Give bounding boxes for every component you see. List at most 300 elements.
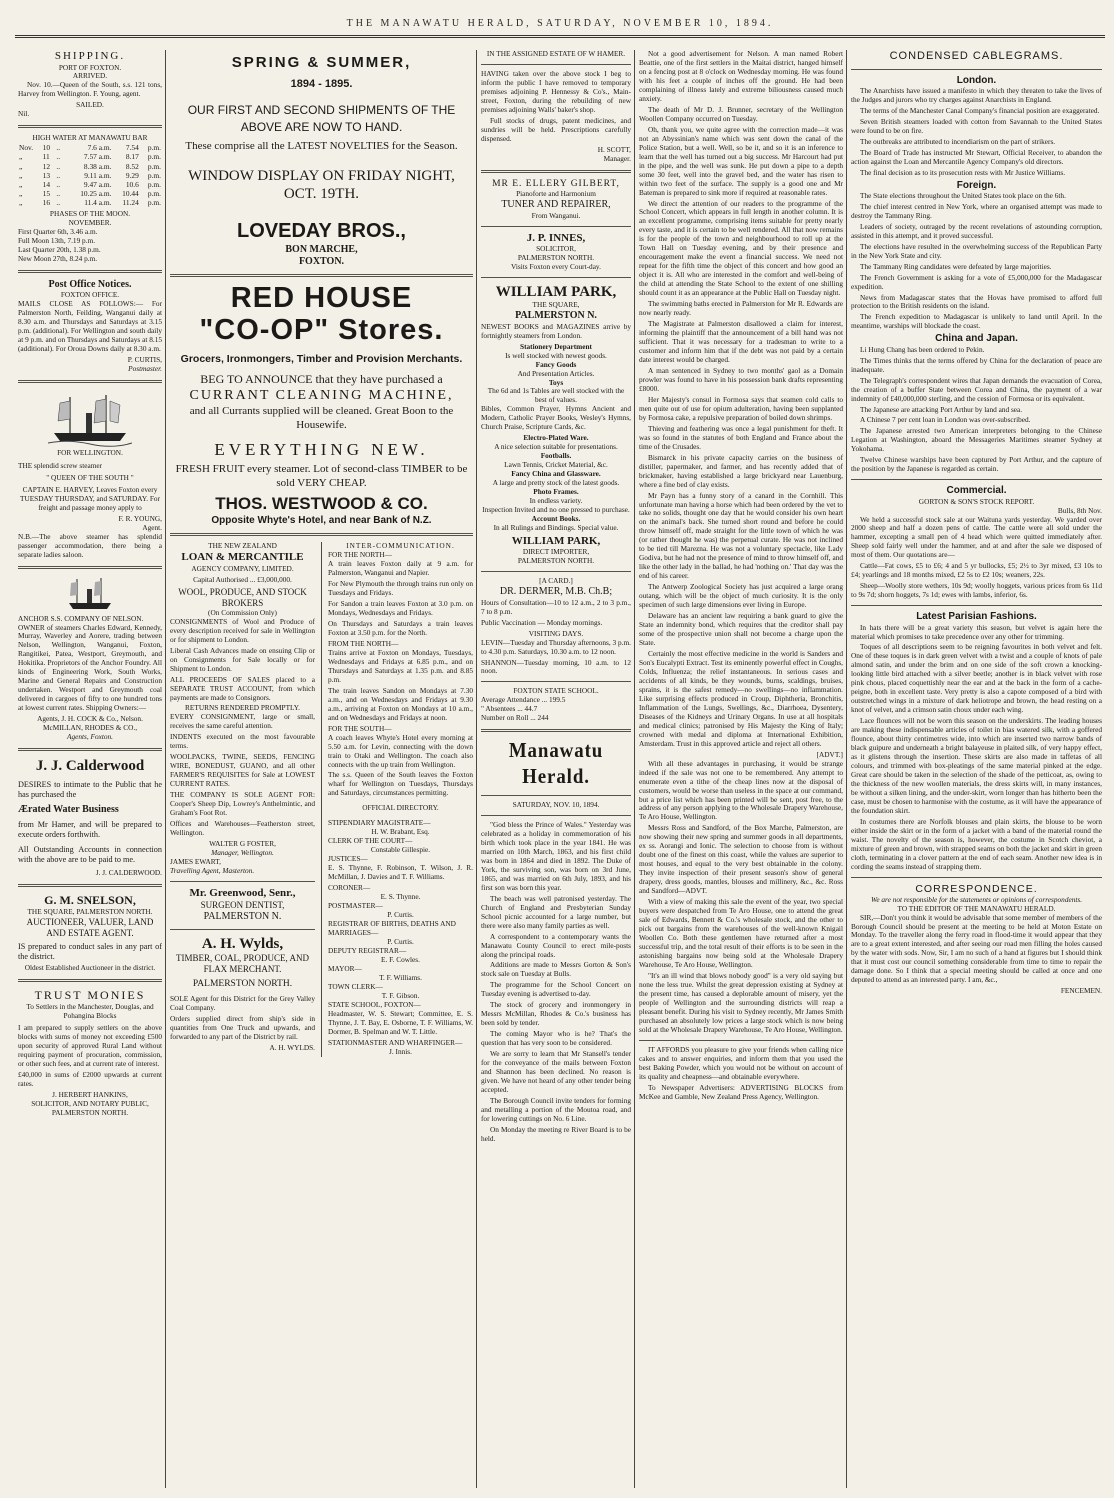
- column-3: [479, 50, 633, 1488]
- park-town-2: PALMERSTON NORTH.: [517, 556, 595, 566]
- tide-cell: ..: [56, 161, 61, 171]
- editorial-9: The Borough Council invite tenders for forming and metalling a portion of the Moutoa road, and for lowering cuttings on No. 6 Line.: [481, 1096, 631, 1123]
- cable-telegraph: The Telegraph's correspondent wires that Japan demands the evacuation of Corea, the creation of a buffer State between Corea and China, the payment of a war indemnity of £40,000,000 sterling, and the cession of Formosa or its equivalent.: [851, 375, 1102, 403]
- north-3: For Sandon a train leaves Foxton at 3.0 p.m. on Mondays, Wednesdays and Fridays.: [328, 599, 473, 618]
- tide-cell: p.m.: [147, 188, 161, 198]
- novelties-text: These comprise all the LATEST NOVELTIES for the Season.: [185, 139, 458, 152]
- for-north-label: FOR THE NORTH—: [328, 550, 392, 560]
- editorial-10: On Monday the meeting re River Board is to be held.: [481, 1124, 631, 1143]
- cable-news: News from Madagascar states that the Hovas have promised to afford full protection to the British residents on the island.: [851, 292, 1102, 311]
- commercial-heading: Commercial.: [946, 485, 1007, 497]
- editorial-5: The programme for the School Concert on Tuesday evening is advertised to-day.: [481, 980, 631, 999]
- sailed-nil: Nil.: [18, 109, 30, 119]
- post-office-heading: Post Office Notices.: [48, 278, 132, 290]
- school-names: Headmaster, W. S. Stewart; Committee, E. S. Thynne, J. T. Bay, E. Osborne, T. F. Williams, W. Dormer, B. Spelman and W. T. Little.: [328, 1008, 473, 1036]
- bon-marche: BON MARCHE,: [285, 243, 358, 255]
- wylds-orders: Orders supplied direct from ship's side in quantities from One Truck and upwards, and forwarded to any part of the District by rail.: [170, 1013, 315, 1041]
- clerk-name: Constable Gillespie.: [370, 845, 431, 855]
- cable-french: The French Government is asking for a vote of £5,000,000 for the Madagascar expedition.: [851, 272, 1102, 291]
- everything-new: EVERYTHING NEW.: [214, 440, 429, 460]
- north-2: For New Plymouth the through trains run only on Tuesdays and Fridays.: [328, 579, 473, 598]
- account-heading: Account Books.: [531, 514, 581, 524]
- post-office-role: Postmaster.: [128, 363, 162, 373]
- cable-outbreaks: The outbreaks are attributed to incendiarism on the part of strikers.: [860, 136, 1056, 146]
- herald-date: SATURDAY, NOV. 10, 1894.: [512, 799, 600, 809]
- tide-cell: 15: [42, 188, 51, 198]
- column-4: [637, 50, 845, 1488]
- news-ill-wind: "It's an ill wind that blows nobody good" is a very old saying but none the less true. Whilst the great depression existing at Sydney at the present time, has caused a deplorable amount of misery, yet the people of Wellington and the surrounding districts will reap a pleasant benefit. During his visit to Sydney recently, Mr James Smith purchased an absolutely low prices a large stock which is now being sold at the Wholesale Drapery Warehouse, Te Aro House, Wellington.: [639, 970, 843, 1034]
- moon-month: NOVEMBER.: [68, 218, 112, 228]
- tide-cell: 10.25 a.m.: [80, 188, 112, 198]
- stip-name: H. W. Brabant, Esq.: [371, 827, 430, 837]
- nzl-ewart: JAMES EWART,: [170, 856, 221, 866]
- tide-row: [18, 162, 162, 171]
- registrar-name: P. Curtis.: [387, 936, 414, 946]
- park-square: THE SQUARE,: [532, 300, 580, 310]
- baking-powder-ad: IT AFFORDS you pleasure to give your friends when calling nice cakes and to answer enquiries, and inform them that you used the best Baking Powder, which you would not be without on account of its quality and cheapness—and obtainable everywhere.: [639, 1044, 843, 1081]
- anchor-text: OWNER of steamers Charles Edward, Kennedy, Murray, Waverley and Aorere, trading between Nelson, Wellington, Wanganui, Foxton, Rangitikei, Patea, Westport, Greymouth, and Hokitika. Proprietors of the Anchor Foundry. All kinds of Engineering Work, South Works, Marine and General Repairs and Construction undertaken. Westport and Greymouth coal delivered in cargoes of fifty to one hundred tons at lowest current rates. Shipping Owners:—: [18, 622, 162, 713]
- news-magistrate: The Magistrate at Palmerston disallowed a claim for interest, informing the plaintiff that the announcement of a bill hand was not sufficient. That it was necessary for a tradesman to write to a customer and inform him that if the debt was not paid by a certain date interest would be charged.: [639, 319, 843, 364]
- london-heading: London.: [956, 74, 997, 86]
- school-label: STATE SCHOOL, FOXTON—: [328, 999, 421, 1009]
- inspection-text: Inspection Invited and no one pressed to purchase.: [482, 505, 630, 515]
- moon-3: New Moon 27th, 8.24 p.m.: [18, 253, 98, 263]
- calderwood-sign: J. J. CALDERWOOD.: [95, 868, 162, 878]
- steamer-agent: F. R. YOUNG,: [118, 513, 162, 523]
- fashion-3: Lace flounces will not be worn this season on the underskirts. The leading houses are making these indispensable articles of toilet in bias watered silk, with a goffered flounce, about thirty centimetres wide, into which are inserted two narrow bands of black guipure and underneath a bright balayeuse in plaited silk, of very happy effect, as it glistens through the insertion. These skirts are also made in taffetas of all colours, and trimmed with box-pleatings of the same material pinked at the edge. Great care should be taken in the selection of the shade of the petticoat, as, owing to the thickness of the new woollen materials, the dress skirts will, in many instances, be without a silken lining, and the under-skirt, worn longer than has hitherto been the case, must be chosen to harmonise with the costume, as it will have the appearance of the foundation skirt.: [851, 716, 1102, 815]
- tide-cell: 9.47 a.m.: [83, 179, 112, 189]
- china-text: A large and pretty stock of the latest goods.: [492, 478, 620, 488]
- sailed-label: SAILED.: [76, 100, 104, 110]
- tide-cell: 11.24: [122, 197, 139, 207]
- tide-cell: 7.6 a.m.: [87, 143, 112, 153]
- steamer-name: " QUEEN OF THE SOUTH ": [46, 472, 134, 482]
- stock-sheep: Sheep—Woolly store wethers, 10s 9d; woolly hoggets, various prices from 6s 11d to 9s 7d; shorn hoggets, 7s 1d; ewes with lambs, inferior, 6s.: [851, 581, 1102, 600]
- innes-heading: J. P. INNES,: [526, 231, 586, 244]
- red-house-heading: RED HOUSE: [230, 282, 413, 315]
- wylds-heading: A. H. Wylds,: [201, 935, 284, 952]
- trust-sign-2: SOLICITOR, AND NOTARY PUBLIC,: [31, 1098, 149, 1108]
- fancy-text: And Presentation Articles.: [517, 368, 595, 378]
- tide-cell: ..: [56, 143, 61, 153]
- tide-row: [18, 189, 162, 198]
- steamer-text: CAPTAIN E. HARVEY, Leaves Foxton every TUESDAY THURSDAY, and SATURDAY. For freight and passage money apply to: [19, 484, 161, 512]
- tide-cell: „: [19, 152, 23, 162]
- deputy-name: E. F. Cowles.: [381, 954, 420, 964]
- visiting-shannon: SHANNON—Tuesday morning, 10 a.m. to 12 noon.: [481, 657, 631, 676]
- grocers-subtitle: Grocers, Ironmongers, Timber and Provision Merchants.: [180, 353, 463, 366]
- calderwood-heading: J. J. Calderwood: [35, 758, 145, 775]
- masthead: THE MANAWATU HERALD, SATURDAY, NOVEMBER 10, 1894.: [346, 18, 774, 29]
- account-text: In all Rulings and Bindings. Special value.: [493, 523, 619, 532]
- snelson-heading: G. M. SNELSON,: [44, 893, 136, 908]
- tide-cell: ..: [56, 179, 61, 189]
- fresh-fruit-text: FRESH FRUIT every steamer. Lot of second-class TIMBER to be sold VERY CHEAP.: [175, 463, 468, 489]
- anchor-ship-icon: [65, 575, 115, 613]
- nzl-every: EVERY CONSIGNMENT, large or small, receives the same careful attention.: [170, 712, 315, 731]
- innes-visits: Visits Foxton every Court-day.: [511, 262, 601, 272]
- cable-times: The Times thinks that the terms offered by China for the declaration of peace are inadequate.: [851, 355, 1102, 374]
- fashion-2: Toques of all descriptions seem to be reigning favourites in both velvet and felt. One of these toques is in dark green velvet with a twist and a couple of knots of pale almond satin, and under the brim and on one side of the soft crown a knocking-looking little bird attached with a silver beetle; another is in black velvet with rose pink chous, placed coquettishly near the ear and at the back in the form of a cache-peigne, both in excellent taste. Very pretty is also a capote composed of a bird with outstretched wings in a mixture of dark heliotrope and brown, the head resting on a knot of velvet, and a crimson satin choux under each wing.: [851, 642, 1102, 715]
- column-1: [16, 50, 164, 1488]
- calderwood-text-1: DESIRES to intimate to the Public that he has purchased the: [18, 779, 162, 799]
- tide-row: [18, 152, 162, 161]
- cable-expedition: The French expedition to Madagascar is unlikely to land until April. In the meantime, warships will blockade the coast.: [851, 312, 1102, 331]
- nzl-agency: AGENCY COMPANY, LIMITED.: [191, 563, 294, 573]
- tide-cell: „: [19, 188, 23, 198]
- town-clerk-label: TOWN CLERK—: [328, 981, 383, 991]
- nzl-capital: Capital Authorised ... £3,000,000.: [193, 574, 292, 584]
- station-name: J. Innis.: [389, 1046, 412, 1056]
- tide-cell: ..: [56, 170, 61, 180]
- top-rule: [15, 35, 1105, 36]
- nzl-travelling: Travelling Agent, Masterton.: [170, 865, 255, 875]
- column-5: [849, 50, 1104, 1488]
- tide-cell: ..: [56, 188, 61, 198]
- trust-heading: TRUST MONIES: [34, 988, 146, 1003]
- nzl-returns: RETURNS RENDERED PROMPTLY.: [185, 703, 300, 713]
- tide-cell: 14: [42, 179, 51, 189]
- tide-cell: 10: [42, 143, 51, 153]
- news-delaware: Delaware has an ancient law requiring a bank guard to give the State an indemnity bond, which requires that the creditor shall pay some of the prospective union shall not become a charge upon the State.: [639, 611, 843, 648]
- nzl-foster: WALTER G FOSTER,: [209, 839, 276, 849]
- nzl-commission: (On Commission Only): [208, 607, 277, 617]
- trust-sign-3: PALMERSTON NORTH.: [51, 1107, 129, 1117]
- tide-heading: HIGH WATER AT MANAWATU BAR: [32, 133, 148, 143]
- steamer-intro: THE splendid screw steamer: [18, 460, 103, 470]
- herald-nameplate: Manawatu Herald.: [508, 738, 604, 789]
- news-well: Oh, thank you, we quite agree with the correction made—it was not an Abyssinian's name which was sent down the canal of the Police Station, but a well. Well, so be it, and so it is an inference to learn that the well has turned out a big success. Mr Harcourt had put in the pipe, and the well was sunk. He put down a pipe to a depth some 30 feet, well into the gravel bed, and the water has risen to within two feet of the surface. The supply is a good one and Mr Bateman is prepared to sink more if required at reasonable rates.: [639, 124, 843, 197]
- arrived-label: ARRIVED.: [72, 71, 108, 81]
- not-responsible: We are not responsible for the statements or opinions of correspondents.: [870, 894, 1083, 904]
- coroner-label: CORONER—: [328, 883, 371, 893]
- toys-text: The 6d and 1s Tables are well stocked with the best of values.: [487, 386, 625, 405]
- tide-cell: 7.57 a.m.: [83, 152, 112, 162]
- inter-heading: INTER-COMMUNICATION.: [346, 541, 455, 551]
- coroner-name: E. S. Thynne.: [380, 892, 421, 902]
- moon-1: Full Moon 13th, 7.19 p.m.: [18, 235, 96, 245]
- justices-names: E. S. Thynne, F. Robinson, T. Wilson, J. R. McMillan, J. Davies and T. F. Williams.: [328, 863, 473, 882]
- tide-cell: „: [19, 170, 23, 180]
- news-advantages: With all these advantages in purchasing, it would be strange indeed if the sale was not one to be remembered. Any attempt to enumerate even a tithe of the cheap lines now at the disposal of customers, would be worse than useless in the space at our command, but a price list which has been printed will be sent, post free, to the address of any person applying to the Wholesale Drapery Warehouse, Te Aro House, Wellington.: [639, 758, 843, 822]
- letter-sign: FENCEMEN.: [1060, 986, 1102, 996]
- cable-loan: A Chinese 7 per cent loan in London was over-subscribed.: [860, 415, 1031, 425]
- tide-cell: „: [19, 179, 23, 189]
- nzl-manager: Manager, Wellington.: [211, 848, 274, 857]
- steamer-agent-role: Agent.: [142, 522, 162, 532]
- tide-cell: ..: [56, 197, 61, 207]
- shipping-heading: SHIPPING.: [54, 50, 126, 62]
- tide-cell: 10.44: [122, 188, 139, 198]
- cable-anarchists: The Anarchists have issued a manifesto in which they threaten to take the lives of the Judges and jurors who try charges against Anarchists in England.: [851, 85, 1102, 104]
- pianoforte: Pianoforte and Harmonium: [516, 189, 596, 199]
- greenwood-town: PALMERSTON N.: [203, 911, 282, 923]
- cable-japanese: The Japanese are attacking Port Arthur by land and sea.: [860, 404, 1023, 414]
- loveday-heading: LOVEDAY BROS.,: [237, 220, 406, 243]
- nzl-offices: Offices and Warehouses—Featherston street, Wellington.: [170, 819, 315, 838]
- moon-heading: PHASES OF THE MOON.: [49, 209, 131, 219]
- for-south-label: FOR THE SOUTH—: [328, 723, 392, 733]
- cable-terms: The terms of the Manchester Canal Company's financial position are exaggerated.: [860, 105, 1100, 115]
- cablegrams-heading: CONDENSED CABLEGRAMS.: [889, 50, 1064, 62]
- wylds-town: PALMERSTON NORTH.: [192, 979, 293, 990]
- deputy-label: DEPUTY REGISTRAR—: [328, 945, 407, 955]
- school-attendance: Average Attendance ... 199.5: [481, 695, 566, 705]
- postmaster-label: POSTMASTER—: [328, 901, 383, 911]
- stock-report: We held a successful stock sale at our Waituna yards yesterday. We yarded over 2000 sheep and half a dozen pens of cattle. The cattle were all sold under the hammer, excepting a small pen of 4 head which were quitted immediately after. Sheep sold fairly well under the hammer, and at and after the sale we disposed of most of them. Our quotations are—: [851, 514, 1102, 560]
- nzl-agents: THE COMPANY IS SOLE AGENT FOR: Cooper's Sheep Dip, Lowrey's Anthelmintic, and Graham's Foot Rot.: [170, 790, 315, 818]
- fashion-1: In hats there will be a great variety this season, but velvet is again here the material which promises to take precedence over any other for trimming.: [851, 622, 1102, 641]
- visiting-heading: VISITING DAYS.: [528, 628, 584, 638]
- cable-li: Li Hung Chang has been ordered to Pekin.: [860, 344, 985, 354]
- cable-final: The final decision as to its prosecution rests with Mr Justice Williams.: [860, 167, 1066, 177]
- greenwood-heading: Mr. Greenwood, Senr.,: [189, 886, 296, 899]
- column-2: [168, 50, 475, 1488]
- westwood-address: Opposite Whyte's Hotel, and near Bank of N.Z.: [211, 514, 432, 526]
- nzl-liberal: Liberal Cash Advances made on ensuing Clip or on Consignments for Sale locally or for Shipment to London.: [170, 645, 315, 673]
- stationery-text: Is well stocked with newest goods.: [505, 350, 607, 360]
- nzl-column: [170, 542, 315, 1056]
- post-office-sign: P. CURTIS,: [127, 354, 162, 364]
- official-directory-heading: OFFICIAL DIRECTORY.: [362, 803, 439, 813]
- park-importer: DIRECT IMPORTER,: [522, 547, 590, 557]
- school-absentees: " Absentees ... 44.7: [481, 704, 538, 714]
- correspondence-heading: CORRESPONDENCE.: [915, 882, 1038, 895]
- registrar-label: REGISTRAR OF BIRTHS, DEATHS AND MARRIAGES—: [328, 919, 456, 937]
- cable-seven: Seven British steamers loaded with cotton from Savannah to the United States were found to be on fire.: [851, 116, 1102, 135]
- school-roll: Number on Roll ... 244: [481, 713, 549, 723]
- full-stocks-text: Full stocks of drugs, patent medicines, and sundries will be held. Prescriptions carefully dispensed.: [481, 115, 631, 143]
- loveday-foxton: FOXTON.: [298, 256, 345, 268]
- mayor-name: T. F. Williams.: [379, 972, 422, 982]
- news-bismarck: Bismarck in his private capacity carries on the business of distiller, papermaker, and farmer, and has recently added that of brickmaker, having established a large brickyard near Lauenburg, where a fine bed of clay exists.: [639, 452, 843, 489]
- tide-cell: p.m.: [147, 161, 161, 171]
- news-death: The death of Mr D. J. Brunner, secretary of the Wellington Woollen Company occurred on Tuesday.: [639, 104, 843, 123]
- top-rule-2: [15, 37, 1105, 38]
- lower-col2: [170, 542, 473, 1056]
- calderwood-text-3: All Outstanding Accounts in connection with the above are to be paid to me.: [18, 845, 162, 865]
- wylds-sole: SOLE Agent for this District for the Grey Valley Coal Company.: [170, 994, 315, 1012]
- scott-role: Manager.: [603, 153, 631, 163]
- trust-text-2: £40,000 in sums of £2000 upwards at current rates.: [18, 1069, 162, 1088]
- nzl-title-2: LOAN & MERCANTILE: [181, 551, 304, 564]
- tide-table: [18, 143, 162, 207]
- school-heading: FOXTON STATE SCHOOL.: [513, 686, 599, 696]
- photo-heading: Photo Frames.: [533, 487, 579, 497]
- bibles-text: Bibles, Common Prayer, Hymns Ancient and Modern, Catholic Prayer Books, Wesley's Hymns, Church Praise, Scripture Cards, &c.: [481, 404, 631, 432]
- foreign-heading: Foreign.: [956, 179, 997, 191]
- tide-cell: p.m.: [147, 152, 161, 162]
- news-baths: The swimming baths erected in Palmerston for Mr R. Edwards are now nearly ready.: [639, 299, 843, 318]
- trust-sign: J. HERBERT HANKINS,: [52, 1089, 128, 1099]
- spring-summer-heading: SPRING & SUMMER,: [231, 54, 412, 71]
- advt-label: [ADVT.]: [816, 749, 843, 759]
- letter-text: SIR,—Don't you think it would be advisable that some member of members of the Borough Council should be present at the meeting to be held at Moton Estate on Monday. To the traveller along the ferry road in flood-time it would appear that they are to a great extent interested, and after seeing our road men filling the holes caused by the water with sods. Now, Sir, I am no such of a hand at figures but I should think that it must cost our council something considerable from time to time to repair the damage done. So I think that a special meeting should be called at once and one deputed to attend as an interested party. I am, &c.,: [851, 912, 1102, 985]
- post-office-text: MAILS CLOSE AS FOLLOWS:— For Palmerston North, Feilding, Wanganui daily at 8.30 a.m. and Thursdays and Saturdays at 3.15 p.m. (additional). For Wellington and south daily at 9 p.m. and on Thursdays and Saturdays at 8.15 (additional). For Oroua Downs daily at 8.30 a.m.: [18, 299, 162, 353]
- tide-cell: 9.11 a.m.: [84, 170, 112, 180]
- parisian-heading: Latest Parisian Fashions.: [916, 611, 1037, 623]
- dermer-hours: Hours of Consultation—10 to 12 a.m., 2 to 3 p.m., 7 to 8 p.m.: [481, 597, 631, 616]
- wellington-heading: FOR WELLINGTON.: [57, 447, 123, 457]
- coop-heading: "CO-OP" Stores.: [199, 314, 444, 347]
- tide-row: [18, 143, 162, 152]
- bulls-date: Bulls, 8th Nov.: [1057, 505, 1102, 515]
- tide-cell: p.m.: [147, 197, 161, 207]
- snelson-role: AUCTIONEER, VALUER, LAND AND ESTATE AGENT.: [26, 917, 154, 939]
- nzl-consign: CONSIGNMENTS of Wool and Produce of every description received for sale in Wellington or for shipment to London.: [170, 616, 315, 644]
- tide-cell: p.m.: [147, 143, 161, 153]
- anchor-agent-1: Agents, J. H. COCK & Co., Nelson.: [37, 714, 143, 724]
- tide-cell: Nov.: [19, 143, 34, 153]
- calderwood-text-2: from Mr Hamer, and will be prepared to execute orders forthwith.: [18, 820, 162, 840]
- electro-text: A nice selection suitable for presentations.: [494, 442, 618, 452]
- season-years: 1894 - 1895.: [290, 78, 353, 91]
- gilbert-from: From Wanganui.: [531, 210, 581, 220]
- gilbert-heading: MR E. ELLERY GILBERT,: [492, 178, 620, 189]
- nzl-wool: WOOL, PRODUCE, AND STOCK BROKERS: [178, 586, 307, 608]
- snelson-address: THE SQUARE, PALMERSTON NORTH.: [27, 907, 153, 917]
- tuner-repairer: TUNER AND REPAIRER,: [501, 199, 611, 211]
- window-display-text: WINDOW DISPLAY ON FRIDAY NIGHT, OCT. 19TH.: [188, 168, 455, 203]
- post-office-sub: FOXTON OFFICE.: [60, 290, 120, 300]
- trust-sub: To Settlers in the Manchester, Douglas, and Pohangina Blocks: [26, 1002, 154, 1020]
- currant-machine: CURRANT CLEANING MACHINE,: [189, 387, 454, 403]
- dermer-public: Public Vaccination — Monday mornings.: [481, 617, 603, 627]
- photo-text: In endless variety.: [529, 496, 583, 506]
- tide-cell: 11.4 a.m.: [84, 197, 112, 207]
- innes-town: PALMERSTON NORTH.: [517, 253, 595, 263]
- cable-chief: The chief interest centred in New York, where an organised attempt was made to destroy the Tammany Ring.: [851, 201, 1102, 220]
- park-newest: NEWEST BOOKS and MAGAZINES arrive by fortnightly steamers from London.: [481, 321, 631, 340]
- park-heading: WILLIAM PARK,: [495, 283, 617, 300]
- editorial-1: "God bless the Prince of Wales." Yesterday was celebrated as a holiday in commemoration of his birth which took place in the year 1841. He was married on 10th March, 1863, and his first child was born in 1864 and died in 1892. The Duke of York, the surviving son, was born on 3rd June, 1865, and was married on 6th July, 1893, and his first son was born this year.: [481, 819, 631, 892]
- tide-row: [18, 180, 162, 189]
- trust-text: I am prepared to supply settlers on the above blocks with sums of money not exceeding £500 upon security of approved Rural Land without requiring payment of procuration, commission, or other such fees, and at current rate of interest.: [18, 1022, 162, 1068]
- from-north-1: Trains arrive at Foxton on Mondays, Tuesdays, Wednesdays and Fridays at 6.85 p.m., and on Thursdays and Saturdays at 1.35 p.m. and 8.85 p.m.: [328, 647, 473, 684]
- footballs-heading: Footballs.: [540, 451, 572, 461]
- cable-twelve: Twelve Chinese warships have been captured by Port Arthur, and the capture of the position by the Japanese is regarded as certain.: [851, 455, 1102, 474]
- tide-cell: 9.29: [125, 170, 139, 180]
- stip-label: STIPENDIARY MAGISTRATE—: [328, 818, 431, 828]
- tide-cell: „: [19, 161, 23, 171]
- anchor-heading: ANCHOR S.S. COMPANY OF NELSON.: [18, 613, 144, 623]
- column-divider: [634, 50, 635, 1488]
- stock-cattle: Cattle—Fat cows, £5 to £6; 4 and 5 yr bullocks, £5; 2½ to 3yr mixed, £3 10s to £4; yearlings and 18 months mixed, £2 5s to £2 10s; weaners, 22s.: [851, 561, 1102, 580]
- clerk-label: CLERK OF THE COURT—: [328, 836, 413, 846]
- news-payn: Mr Payn has a funny story of a canard in the Cornhill. This unfortunate man having a horse which had been ordered by the vet to take no solids, thought one day that he would consider his own heart on the animal's back. She turned short round and before he could throw himself off, made straight for the little town of which he was (or rather thought he was) the perpetual curate. He was not inclined to be tied till Marezna. He was not a voluntary spectacle, like Lady Godiva, but he had not the presence of mind to throw himself off, and like the other lady in the ballad, he had 'nothing on.' That day was the end of his career.: [639, 490, 843, 581]
- tide-cell: 12: [42, 161, 51, 171]
- cable-board: The Board of Trade has instructed Mr Stewart, Official Receiver, to abandon the action against the Loan and Mercantile Agency Company's old directors.: [851, 147, 1102, 166]
- justices-label: JUSTICES—: [328, 854, 368, 864]
- to-editor: TO THE EDITOR OF THE MANAWATU HERALD.: [897, 903, 1056, 913]
- tide-cell: 16: [42, 197, 51, 207]
- north-1: A train leaves Foxton daily at 9 a.m. for Palmerston, Wanganui and Napier.: [328, 559, 473, 578]
- port-label: PORT OF FOXTON.: [58, 62, 122, 72]
- tide-row: [18, 198, 162, 207]
- china-japan-heading: China and Japan.: [935, 333, 1018, 345]
- steamer-note: N.B.—The above steamer has splendid passenger accommodation, there being a separate ladies saloon.: [18, 531, 162, 559]
- from-north-label: FROM THE NORTH—: [328, 638, 399, 648]
- tide-row: [18, 171, 162, 180]
- news-obit: Not a good advertisement for Nelson. A man named Robert Beattie, one of the first settlers in the Maitai district, hanged himself on a fencing post at 8 o'clock on Wednesday morning. He was found with his feet a couple of inches off the ground. He had been complaining of illness lately and extreme biliousness caused much anxiety.: [639, 50, 843, 103]
- tide-cell: ..: [56, 152, 61, 162]
- column-divider: [476, 50, 477, 1488]
- inter-communication-column: [321, 542, 473, 1056]
- station-label: STATIONMASTER AND WHARFINGER—: [328, 1037, 463, 1047]
- dermer-heading: DR. DERMER, M.B. Ch.B;: [499, 586, 613, 598]
- news-thieving: Thieving and feathering was once a legal punishment for theft. It was so found in the statutes of both England and France about the time of the Crusades.: [639, 423, 843, 451]
- gorton-heading: GORTON & SON'S STOCK REPORT.: [918, 496, 1035, 506]
- editorial-4: Additions are made to Messrs Gorton & Son's stock sale on Tuesday at Bulls.: [481, 960, 631, 979]
- tide-cell: „: [19, 197, 23, 207]
- tide-cell: 8.38 a.m.: [83, 161, 112, 171]
- moon-0: First Quarter 6th, 3.46 a.m.: [18, 227, 98, 236]
- south-1: A coach leaves Whyte's Hotel every morning at 5.50 a.m. for Levin, connecting with the down train to Otaki and Wellington. The coach also connects with the up train from Wellington.: [328, 732, 473, 769]
- column-divider: [846, 50, 847, 1488]
- cable-tammany: The Tammany Ring candidates were defeated by large majorities.: [860, 261, 1052, 271]
- news-te-aro: With a view of making this sale the event of the year, two special buyers were despatched from Te Aro House, one to attend the great sale of Edwards, Bennett & Co.'s wholesale stock, and the other to pick out bargains from the warehouses of the well-known Knigail Woollen Co. Both these gentlemen have returned after a most successful trip, and the total result of their efforts is to be seen in the astonishing bargains now being sold at the Wholesale Drapery Warehouse, Te Aro House, Wellington.: [639, 897, 843, 969]
- south-2: The s.s. Queen of the South leaves the Foxton wharf for Wellington on Tuesdays, Thursdays and Saturdays, circumstances permitting.: [328, 770, 473, 798]
- card-label: [A CARD.]: [539, 576, 573, 586]
- news-formosa: Her Majesty's consul in Formosa says that seamen cold calls to men quite out of use for opium adulteration, having been supplanted by Formosa cake, a repulsive preparation of boiled down shrimps.: [639, 394, 843, 422]
- stationery-heading: Stationery Department: [520, 341, 592, 351]
- having-text: HAVING taken over the above stock I beg to inform the public I have removed to temporary premises adjoining P. Hennessy & Co's., Main-street, Foxton, during the rebuilding of new premises adjoining Walls' baker's shop.: [481, 68, 631, 114]
- cable-arrested: The Japanese arrested two American interpreters belonging to the Chinese Legation at Washington, aboard the Messageries Maritimes steamer Sydney at Yokohama.: [851, 426, 1102, 454]
- moon-2: Last Quarter 20th, 1.38 p.m.: [18, 244, 101, 254]
- wylds-timber: TIMBER, COAL, PRODUCE, AND FLAX MERCHANT.: [175, 953, 309, 975]
- editorial-8: We are sorry to learn that Mr Stansell's tender for the conveyance of the mails between Foxton and Shannon has been declined. No reason is given. We have not heard of any other tender being accepted.: [481, 1049, 631, 1095]
- park-town: PALMERSTON N.: [515, 310, 597, 322]
- visiting-levin: LEVIN—Tuesday and Thursday afternoons, 3 p.m. to 4.30 p.m. Saturdays, 10.30 a.m. to 12 noon.: [481, 637, 631, 656]
- editorial-6: The stock of grocery and ironmongery in Messrs McMillan, Rhodes & Co.'s business has been sold by tender.: [481, 1000, 631, 1028]
- tide-cell: 8.52: [125, 161, 139, 171]
- park-heading-2: WILLIAM PARK,: [511, 534, 601, 547]
- tide-cell: p.m.: [147, 179, 161, 189]
- editorial-2: The beach was well patronised yesterday. The Church of England and Presbyterian Sunday School picnic accounted for a large number, but there were also many family parties as well.: [481, 893, 631, 930]
- westwood-heading: THOS. WESTWOOD & CO.: [215, 494, 428, 514]
- anchor-agent-2: McMILLAN, RHODES & CO.,: [42, 723, 138, 733]
- toys-heading: Toys: [548, 377, 564, 387]
- surgeon-dentist: SURGEON DENTIST,: [200, 900, 285, 911]
- china-heading: Fancy China and Glassware.: [511, 469, 601, 479]
- footballs-text: Lawn Tennis, Cricket Material, &c.: [504, 460, 608, 470]
- scott-sign: H. SCOTT,: [597, 144, 631, 154]
- editorial-3: A correspondent to a contemporary wants the Manawatu County Council to erect mile-posts along the principal roads.: [481, 931, 631, 959]
- cable-leaders: Leaders of society, outraged by the recent revelations of astounding corruption, assisted in this attempt, and it proved successful.: [851, 221, 1102, 240]
- cable-elections: The elections have resulted in the overwhelming success of the Republican Party in the New York State and city.: [851, 241, 1102, 260]
- fancy-heading: Fancy Goods: [535, 359, 577, 369]
- anchor-agent-3: Agents, Foxton.: [66, 732, 113, 742]
- news-ross-sandford: Messrs Ross and Sandford, of the Box Marche, Palmerston, are now showing their new spring and summer goods in all departments, ex ss. Aorangi and Ionic. The selection to choose from is without doubt one of the finest on this coast, while the values are superior to most houses, and equal to the very best obtainable in the colony. They invite inspection of their present season's show of general drapery, dress goods, mantles, blouses and millinery, &c., &c. Ross and Sandford—ADVT.: [639, 823, 843, 896]
- editorial-7: The coming Mayor who is he? That's the question that has very soon to be considered.: [481, 1029, 631, 1048]
- wylds-sign: A. H. WYLDS.: [269, 1042, 315, 1052]
- mayor-label: MAYOR—: [328, 963, 362, 973]
- snelson-text-2: Oldest Established Auctioneer in the district.: [24, 963, 156, 973]
- steamer-ship-icon: [48, 389, 132, 447]
- cable-state: The State elections throughout the United States took place on the 6th.: [860, 190, 1066, 200]
- news-concert: We direct the attention of our readers to the programme of the School Concert, which appears in full length in another column. It is an excellent programme, comprising items suitable for pretty nearly every taste, and it is certain to be well rendered. All that now remains is for the people of the town and neighbourhood to roll up at the Town Hall on Tuesday evening, and by their presence and encouragement make the event a financial success. We need not repeat for the fifth time the object of this concert and how good an object it is. All who are interested in the comfort and well-being of the child at attending the State School to the extent of one shilling should count it as an appearance at the Public Hall on Tuesday night.: [639, 198, 843, 298]
- beg-text: BEG TO ANNOUNCE that they have purchased a: [200, 372, 443, 387]
- column-divider: [165, 50, 166, 1488]
- nzl-indents: INDENTS executed on the most favourable terms.: [170, 732, 315, 751]
- nzl-woolpacks: WOOLPACKS, TWINE, SEEDS, FENCING WIRE, BONEDUST, GUANO, and all other FARMER'S REQUISITES for Sale at LOWEST CURRENT RATES.: [170, 752, 315, 789]
- advertisers-note: To Newspaper Advertisers: ADVERTISING BLOCKS from McKee and Gamble, New Zealand Press Agency, Wellington.: [639, 1082, 843, 1101]
- innes-solicitor: SOLICITOR,: [536, 244, 576, 254]
- snelson-text: IS prepared to conduct sales in any part of the district.: [18, 942, 162, 962]
- currants-text: and all Currants supplied will be cleaned. Great Boon to the Housewife.: [189, 405, 454, 431]
- calderwood-bold: Ærated Water Business: [18, 803, 119, 815]
- town-clerk-name: T. F. Gibson.: [381, 990, 420, 1000]
